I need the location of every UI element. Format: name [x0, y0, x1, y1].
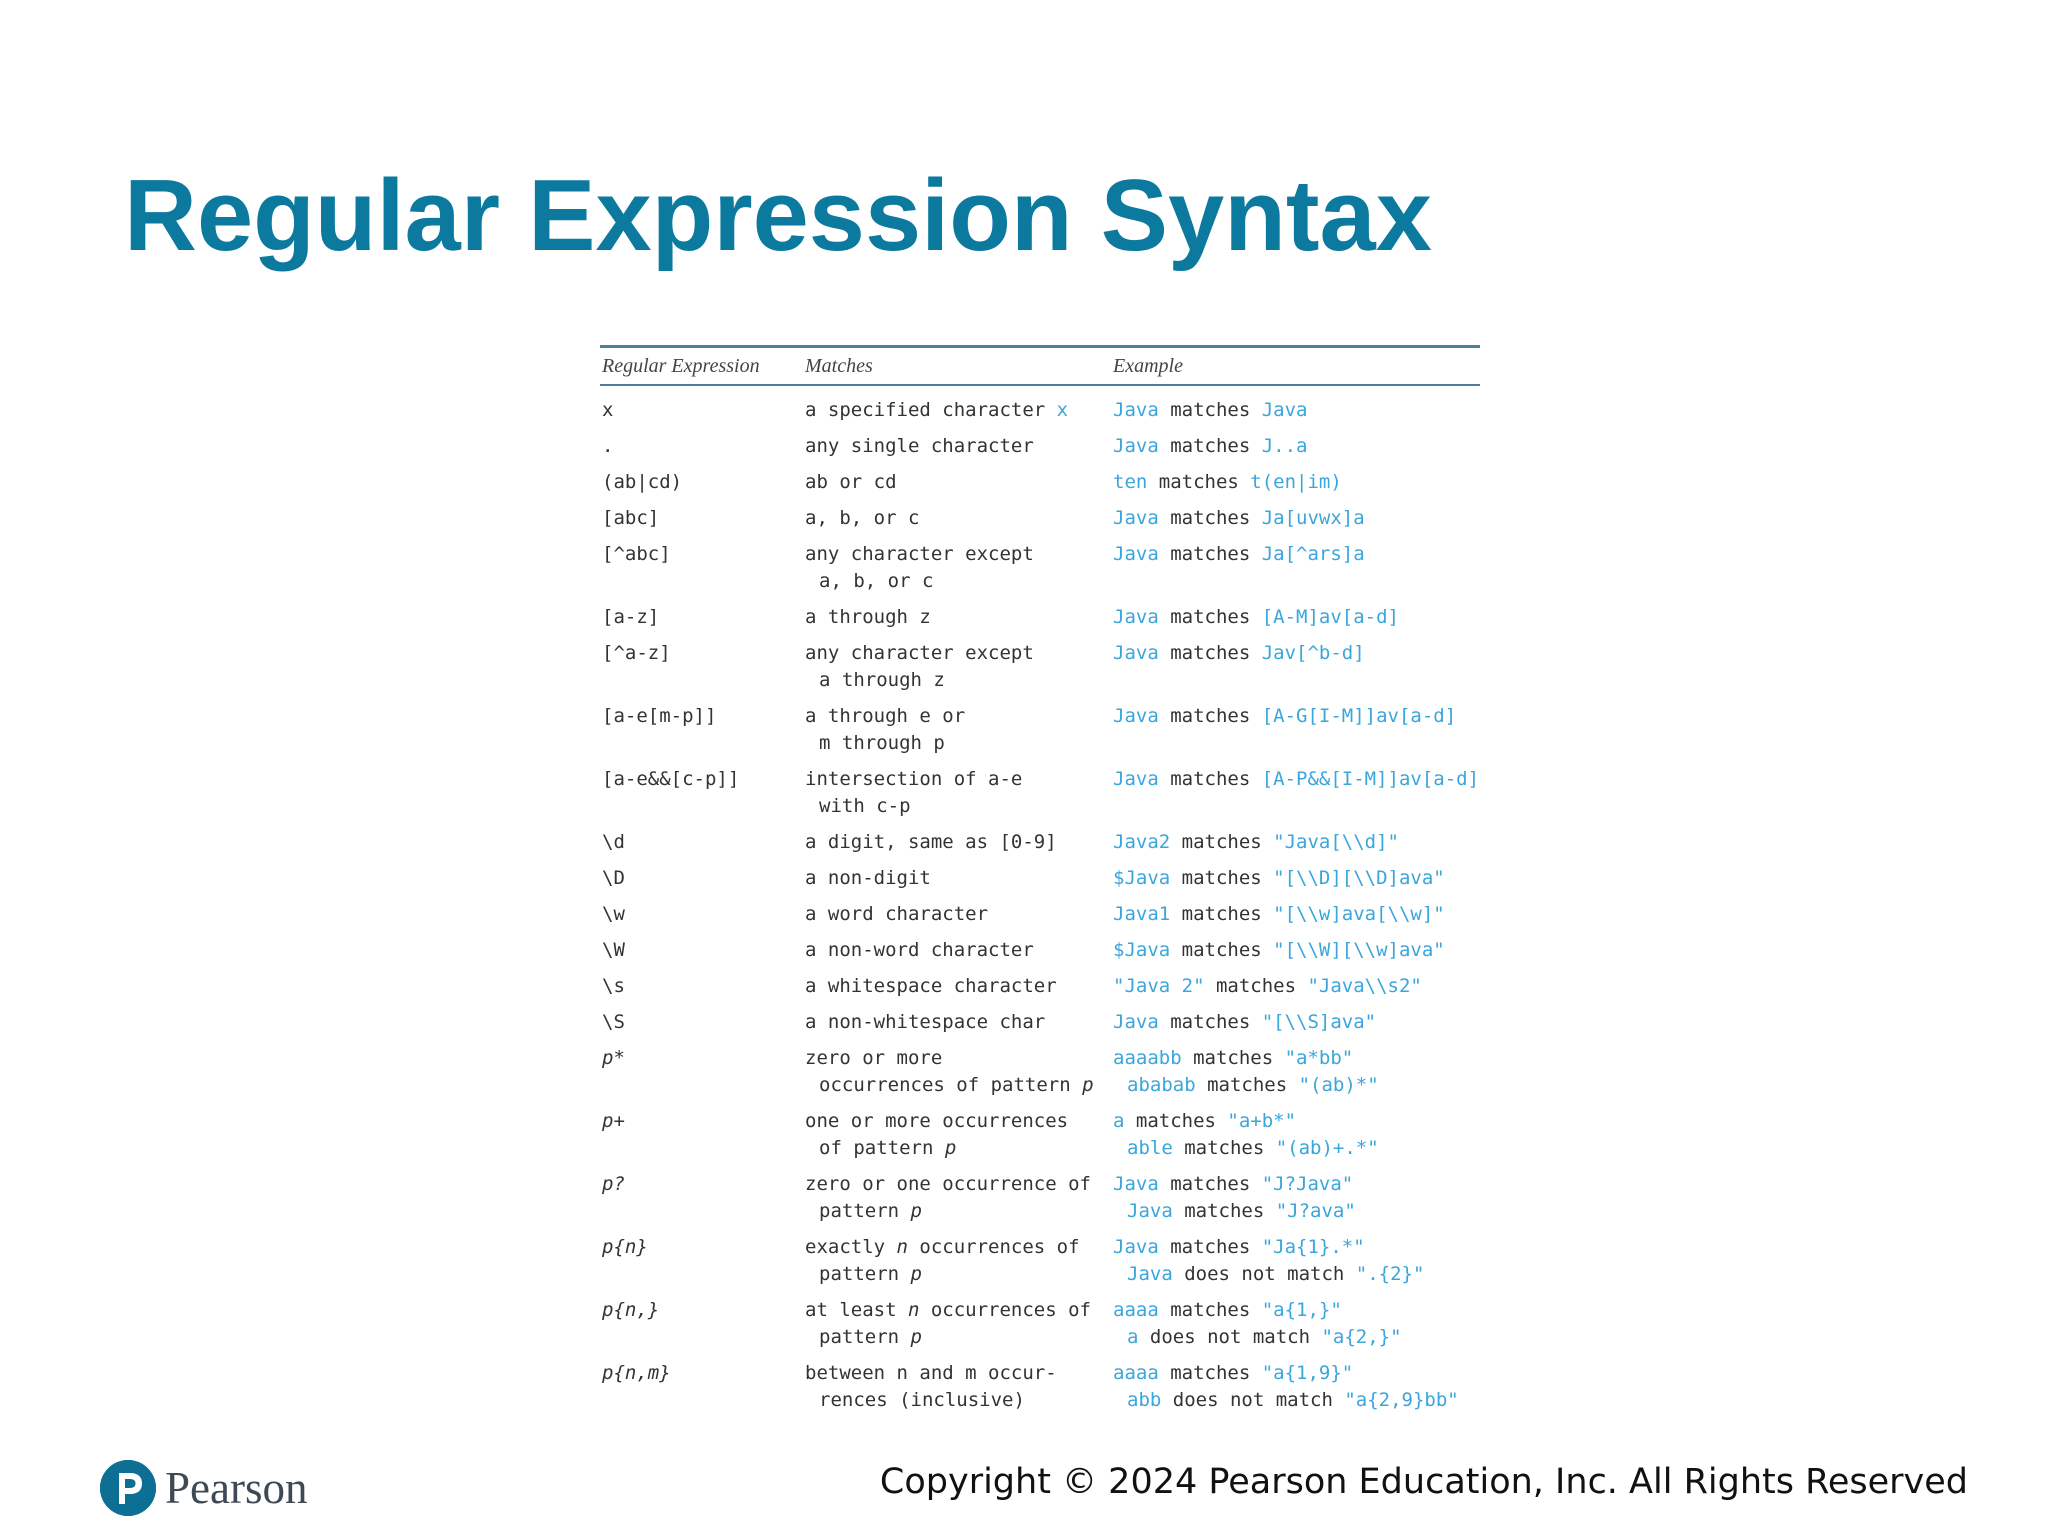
example-cell-line [1113, 1387, 1480, 1414]
matches-cell-line [805, 397, 1113, 424]
example-cell [1113, 1108, 1480, 1162]
text-segment: matches [1158, 543, 1262, 565]
text-segment: ".{2}" [1355, 1263, 1425, 1285]
table-body [600, 393, 1480, 1419]
text-segment: a [1127, 1326, 1139, 1348]
text-segment: p [910, 1263, 922, 1285]
text-segment: a, b, or c [819, 570, 934, 592]
regex-cell: p? [602, 1173, 625, 1195]
text-segment: pattern [819, 1200, 911, 1222]
matches-cell-line [805, 730, 1113, 757]
text-segment: Ja[uvwx]a [1261, 507, 1365, 529]
matches-cell [805, 901, 1113, 928]
matches-cell-line [805, 1261, 1113, 1288]
header-regular-expression: Regular Expression [602, 354, 760, 377]
text-segment: Java [1113, 1011, 1159, 1033]
text-segment: "[\\D][\\D]ava" [1273, 867, 1445, 889]
matches-cell-line [805, 1324, 1113, 1351]
example-cell [1113, 1045, 1480, 1099]
table-row [600, 897, 1480, 933]
table-row [600, 429, 1480, 465]
regex-cell: [a-z] [602, 606, 660, 628]
matches-cell [805, 433, 1113, 460]
text-segment: any character except [805, 543, 1034, 565]
regex-cell: p{n,m} [602, 1362, 671, 1384]
text-segment: a, b, or c [805, 507, 920, 529]
text-segment: Java [1113, 1236, 1159, 1258]
matches-cell-line [805, 1009, 1113, 1036]
text-segment: pattern [819, 1326, 911, 1348]
text-segment: a through e or [805, 705, 966, 727]
example-cell-line [1113, 1261, 1480, 1288]
regex-cell: (ab|cd) [602, 471, 683, 493]
matches-cell-line [805, 1198, 1113, 1225]
text-segment: a through z [819, 669, 945, 691]
page-title: Regular Expression Syntax [124, 160, 1432, 272]
matches-cell-line [805, 937, 1113, 964]
text-segment: matches [1172, 1200, 1276, 1222]
example-cell-line [1113, 1360, 1480, 1387]
text-segment: matches [1158, 1011, 1262, 1033]
text-segment: any character except [805, 642, 1034, 664]
example-cell [1113, 604, 1480, 631]
example-cell-line [1113, 901, 1480, 928]
matches-cell-line [805, 1360, 1113, 1387]
table-row [600, 1104, 1480, 1167]
text-segment: x [1056, 399, 1069, 421]
example-cell [1113, 469, 1480, 496]
text-segment: any single character [805, 435, 1034, 457]
text-segment: matches [1158, 705, 1262, 727]
text-segment: pattern [819, 1263, 911, 1285]
text-segment: ababab [1127, 1074, 1196, 1096]
text-segment: matches [1147, 471, 1251, 493]
example-cell-line [1113, 1234, 1480, 1261]
table-row [600, 1005, 1480, 1041]
text-segment: ten [1113, 471, 1148, 493]
table-row [600, 861, 1480, 897]
text-segment: Java [1113, 768, 1159, 790]
matches-cell [805, 937, 1113, 964]
text-segment: occurrences of pattern [819, 1074, 1083, 1096]
example-cell [1113, 766, 1480, 793]
table-row [600, 969, 1480, 1005]
text-segment: matches [1158, 1299, 1262, 1321]
table-header-row [600, 345, 1480, 386]
text-segment: $Java [1113, 939, 1171, 961]
text-segment: Java [1113, 435, 1159, 457]
text-segment: Java [1113, 399, 1159, 421]
text-segment: ab or cd [805, 471, 897, 493]
text-segment: Java [1113, 606, 1159, 628]
text-segment: a through z [805, 606, 931, 628]
matches-cell [805, 640, 1113, 694]
text-segment: able [1127, 1137, 1173, 1159]
matches-cell [805, 1297, 1113, 1351]
text-segment: $Java [1113, 867, 1171, 889]
text-segment: "a{1,}" [1261, 1299, 1342, 1321]
matches-cell-line [805, 1108, 1113, 1135]
table-row [600, 1356, 1480, 1419]
text-segment: p [1082, 1074, 1094, 1096]
matches-cell-line [805, 541, 1113, 568]
text-segment: Java [1127, 1263, 1173, 1285]
table-row [600, 762, 1480, 825]
table-row [600, 636, 1480, 699]
table-row [600, 465, 1480, 501]
regex-cell: p+ [602, 1110, 625, 1132]
matches-cell-line [805, 1171, 1113, 1198]
example-cell [1113, 703, 1480, 730]
matches-cell [805, 541, 1113, 595]
text-segment: "Java[\\d]" [1273, 831, 1399, 853]
text-segment: of pattern [819, 1137, 945, 1159]
matches-cell-line [805, 829, 1113, 856]
text-segment: Java [1113, 705, 1159, 727]
text-segment: "a*bb" [1284, 1047, 1354, 1069]
text-segment: "(ab)*" [1298, 1074, 1379, 1096]
matches-cell [805, 703, 1113, 757]
matches-cell-line [805, 901, 1113, 928]
text-segment: Java [1113, 1173, 1159, 1195]
matches-cell-line [805, 1387, 1113, 1414]
text-segment: abb [1127, 1389, 1162, 1411]
text-segment: matches [1158, 768, 1262, 790]
text-segment: n [896, 1236, 908, 1258]
matches-cell [805, 505, 1113, 532]
matches-cell-line [805, 640, 1113, 667]
text-segment: matches [1158, 1362, 1262, 1384]
example-cell [1113, 433, 1480, 460]
example-cell-line [1113, 1135, 1480, 1162]
text-segment: "[\\S]ava" [1261, 1011, 1377, 1033]
example-cell-line [1113, 397, 1480, 424]
text-segment: "[\\w]ava[\\w]" [1273, 903, 1445, 925]
regex-cell: \s [602, 975, 625, 997]
text-segment: does not match [1161, 1389, 1345, 1411]
text-segment: "a+b*" [1227, 1110, 1297, 1132]
text-segment: a non-digit [805, 867, 931, 889]
text-segment: matches [1170, 831, 1274, 853]
example-cell-line [1113, 1045, 1480, 1072]
example-cell [1113, 901, 1480, 928]
text-segment: matches [1172, 1137, 1276, 1159]
table-row [600, 501, 1480, 537]
matches-cell-line [805, 793, 1113, 820]
table-row [600, 699, 1480, 762]
example-cell-line [1113, 973, 1480, 1000]
example-cell-line [1113, 541, 1480, 568]
text-segment: matches [1195, 1074, 1299, 1096]
matches-cell-line [805, 1045, 1113, 1072]
matches-cell [805, 1360, 1113, 1414]
matches-cell-line [805, 469, 1113, 496]
text-segment: a [1113, 1110, 1125, 1132]
text-segment: aaaa [1113, 1299, 1159, 1321]
example-cell-line [1113, 433, 1480, 460]
table-row [600, 1041, 1480, 1104]
example-cell-line [1113, 469, 1480, 496]
matches-cell [805, 1009, 1113, 1036]
text-segment: aaaabb [1113, 1047, 1182, 1069]
regex-cell: [a-e[m-p]] [602, 705, 717, 727]
text-segment: at least [805, 1299, 908, 1321]
matches-cell-line [805, 973, 1113, 1000]
matches-cell [805, 469, 1113, 496]
text-segment: "J?ava" [1275, 1200, 1356, 1222]
example-cell [1113, 1297, 1480, 1351]
text-segment: n [907, 1299, 920, 1321]
example-cell-line [1113, 865, 1480, 892]
text-segment: one or more occurrences [805, 1110, 1069, 1132]
regex-cell: [^abc] [602, 543, 671, 565]
regex-cell: \D [602, 867, 625, 889]
table-row [600, 537, 1480, 600]
example-cell-line [1113, 1198, 1480, 1225]
text-segment: does not match [1172, 1263, 1356, 1285]
text-segment: p [944, 1137, 957, 1159]
text-segment: t(en|im) [1250, 471, 1342, 493]
text-segment: rences (inclusive) [819, 1389, 1025, 1411]
text-segment: "[\\W][\\w]ava" [1273, 939, 1445, 961]
text-segment: a digit, same as [0-9] [805, 831, 1057, 853]
text-segment: Java [1113, 543, 1159, 565]
text-segment: Java1 [1113, 903, 1171, 925]
text-segment: matches [1170, 867, 1274, 889]
text-segment: Ja[^ars]a [1261, 543, 1365, 565]
text-segment: matches [1158, 435, 1262, 457]
text-segment: "J?Java" [1261, 1173, 1354, 1195]
text-segment: between n and m occur- [805, 1362, 1057, 1384]
example-cell-line [1113, 703, 1480, 730]
text-segment: matches [1170, 939, 1274, 961]
example-cell [1113, 937, 1480, 964]
example-cell-line [1113, 766, 1480, 793]
table-row [600, 1293, 1480, 1356]
text-segment: matches [1124, 1110, 1228, 1132]
text-segment: a non-whitespace char [805, 1011, 1046, 1033]
regex-cell: p* [602, 1047, 625, 1069]
matches-cell-line [805, 667, 1113, 694]
text-segment: p [910, 1326, 922, 1348]
example-cell [1113, 397, 1480, 424]
text-segment: matches [1158, 606, 1262, 628]
text-segment: matches [1158, 1173, 1262, 1195]
table-row [600, 1167, 1480, 1230]
regex-cell: . [602, 435, 614, 457]
example-cell [1113, 1360, 1480, 1414]
matches-cell [805, 1171, 1113, 1225]
text-segment: [A-M]av[a-d] [1261, 606, 1399, 628]
text-segment: matches [1170, 903, 1274, 925]
table-row [600, 600, 1480, 636]
text-segment: Jav[^b-d] [1261, 642, 1365, 664]
matches-cell-line [805, 1135, 1113, 1162]
text-segment: Java [1127, 1200, 1173, 1222]
matches-cell [805, 865, 1113, 892]
text-segment: with c-p [819, 795, 911, 817]
example-cell-line [1113, 1072, 1480, 1099]
example-cell-line [1113, 1324, 1480, 1351]
example-cell [1113, 640, 1480, 667]
text-segment: Java [1113, 507, 1159, 529]
text-segment: "a{2,9}bb" [1344, 1389, 1459, 1411]
text-segment: occurrences of [907, 1236, 1080, 1258]
example-cell [1113, 865, 1480, 892]
example-cell [1113, 541, 1480, 568]
text-segment: matches [1158, 1236, 1262, 1258]
regex-cell: [a-e&&[c-p]] [602, 768, 740, 790]
matches-cell [805, 1234, 1113, 1288]
example-cell [1113, 505, 1480, 532]
example-cell [1113, 829, 1480, 856]
text-segment: "Java 2" [1113, 975, 1205, 997]
regex-cell: p{n} [602, 1236, 648, 1258]
copyright-notice: Copyright © 2024 Pearson Education, Inc. All Rights Reserved [879, 1462, 1968, 1502]
text-segment: [A-G[I-M]]av[a-d] [1261, 705, 1457, 727]
matches-cell [805, 397, 1113, 424]
matches-cell-line [805, 1234, 1113, 1261]
header-matches: Matches [805, 354, 873, 377]
example-cell [1113, 1171, 1480, 1225]
pearson-p-logo-icon-graphic [100, 1460, 156, 1516]
matches-cell-line [805, 568, 1113, 595]
text-segment: "(ab)+.*" [1275, 1137, 1379, 1159]
regex-cell: \w [602, 903, 625, 925]
example-cell-line [1113, 604, 1480, 631]
matches-cell-line [805, 766, 1113, 793]
regex-syntax-table [600, 345, 1480, 1419]
text-segment: aaaa [1113, 1362, 1159, 1384]
text-segment: a word character [805, 903, 989, 925]
text-segment: [A-P&&[I-M]]av[a-d] [1261, 768, 1480, 790]
text-segment: Java [1261, 399, 1308, 421]
text-segment: a non-word character [805, 939, 1034, 961]
matches-cell [805, 766, 1113, 820]
pearson-p-logo-icon [100, 1460, 156, 1516]
example-cell-line [1113, 640, 1480, 667]
text-segment: a specified character [805, 399, 1057, 421]
matches-cell [805, 604, 1113, 631]
matches-cell-line [805, 1297, 1113, 1324]
regex-cell: p{n,} [602, 1299, 660, 1321]
example-cell-line [1113, 1297, 1480, 1324]
matches-cell [805, 829, 1113, 856]
regex-cell: x [602, 399, 614, 421]
text-segment: p [910, 1200, 922, 1222]
text-segment: "Ja{1}.*" [1261, 1236, 1365, 1258]
regex-cell: \S [602, 1011, 625, 1033]
table-row [600, 393, 1480, 429]
text-segment: "a{1,9}" [1261, 1362, 1354, 1384]
text-segment: "Java\\s2" [1307, 975, 1422, 997]
example-cell-line [1113, 1171, 1480, 1198]
example-cell-line [1113, 937, 1480, 964]
regex-cell: \W [602, 939, 625, 961]
table-row [600, 1230, 1480, 1293]
text-segment: zero or one occurrence of [805, 1173, 1091, 1195]
table-row [600, 933, 1480, 969]
header-example: Example [1113, 354, 1183, 377]
text-segment: m through p [819, 732, 945, 754]
matches-cell-line [805, 865, 1113, 892]
example-cell [1113, 973, 1480, 1000]
text-segment: a whitespace character [805, 975, 1057, 997]
text-segment: Java2 [1113, 831, 1171, 853]
example-cell [1113, 1234, 1480, 1288]
text-segment: occurrences of [919, 1299, 1091, 1321]
table-row [600, 825, 1480, 861]
matches-cell-line [805, 1072, 1113, 1099]
example-cell [1113, 1009, 1480, 1036]
text-segment: does not match [1138, 1326, 1322, 1348]
text-segment: matches [1158, 399, 1262, 421]
pearson-logo-text: Pearson [165, 1463, 308, 1513]
text-segment: J..a [1261, 435, 1308, 457]
text-segment: matches [1204, 975, 1308, 997]
text-segment: zero or more [805, 1047, 943, 1069]
matches-cell-line [805, 433, 1113, 460]
example-cell-line [1113, 1009, 1480, 1036]
regex-cell: [abc] [602, 507, 660, 529]
text-segment: Java [1113, 642, 1159, 664]
text-segment: matches [1181, 1047, 1285, 1069]
example-cell-line [1113, 1108, 1480, 1135]
text-segment: matches [1158, 642, 1262, 664]
matches-cell [805, 1045, 1113, 1099]
matches-cell [805, 1108, 1113, 1162]
matches-cell-line [805, 604, 1113, 631]
matches-cell [805, 973, 1113, 1000]
example-cell-line [1113, 505, 1480, 532]
text-segment: matches [1158, 507, 1262, 529]
example-cell-line [1113, 829, 1480, 856]
matches-cell-line [805, 505, 1113, 532]
text-segment: intersection of a-e [805, 768, 1023, 790]
matches-cell-line [805, 703, 1113, 730]
text-segment: "a{2,}" [1321, 1326, 1402, 1348]
regex-cell: \d [602, 831, 625, 853]
regex-cell: [^a-z] [602, 642, 671, 664]
text-segment: exactly [805, 1236, 897, 1258]
